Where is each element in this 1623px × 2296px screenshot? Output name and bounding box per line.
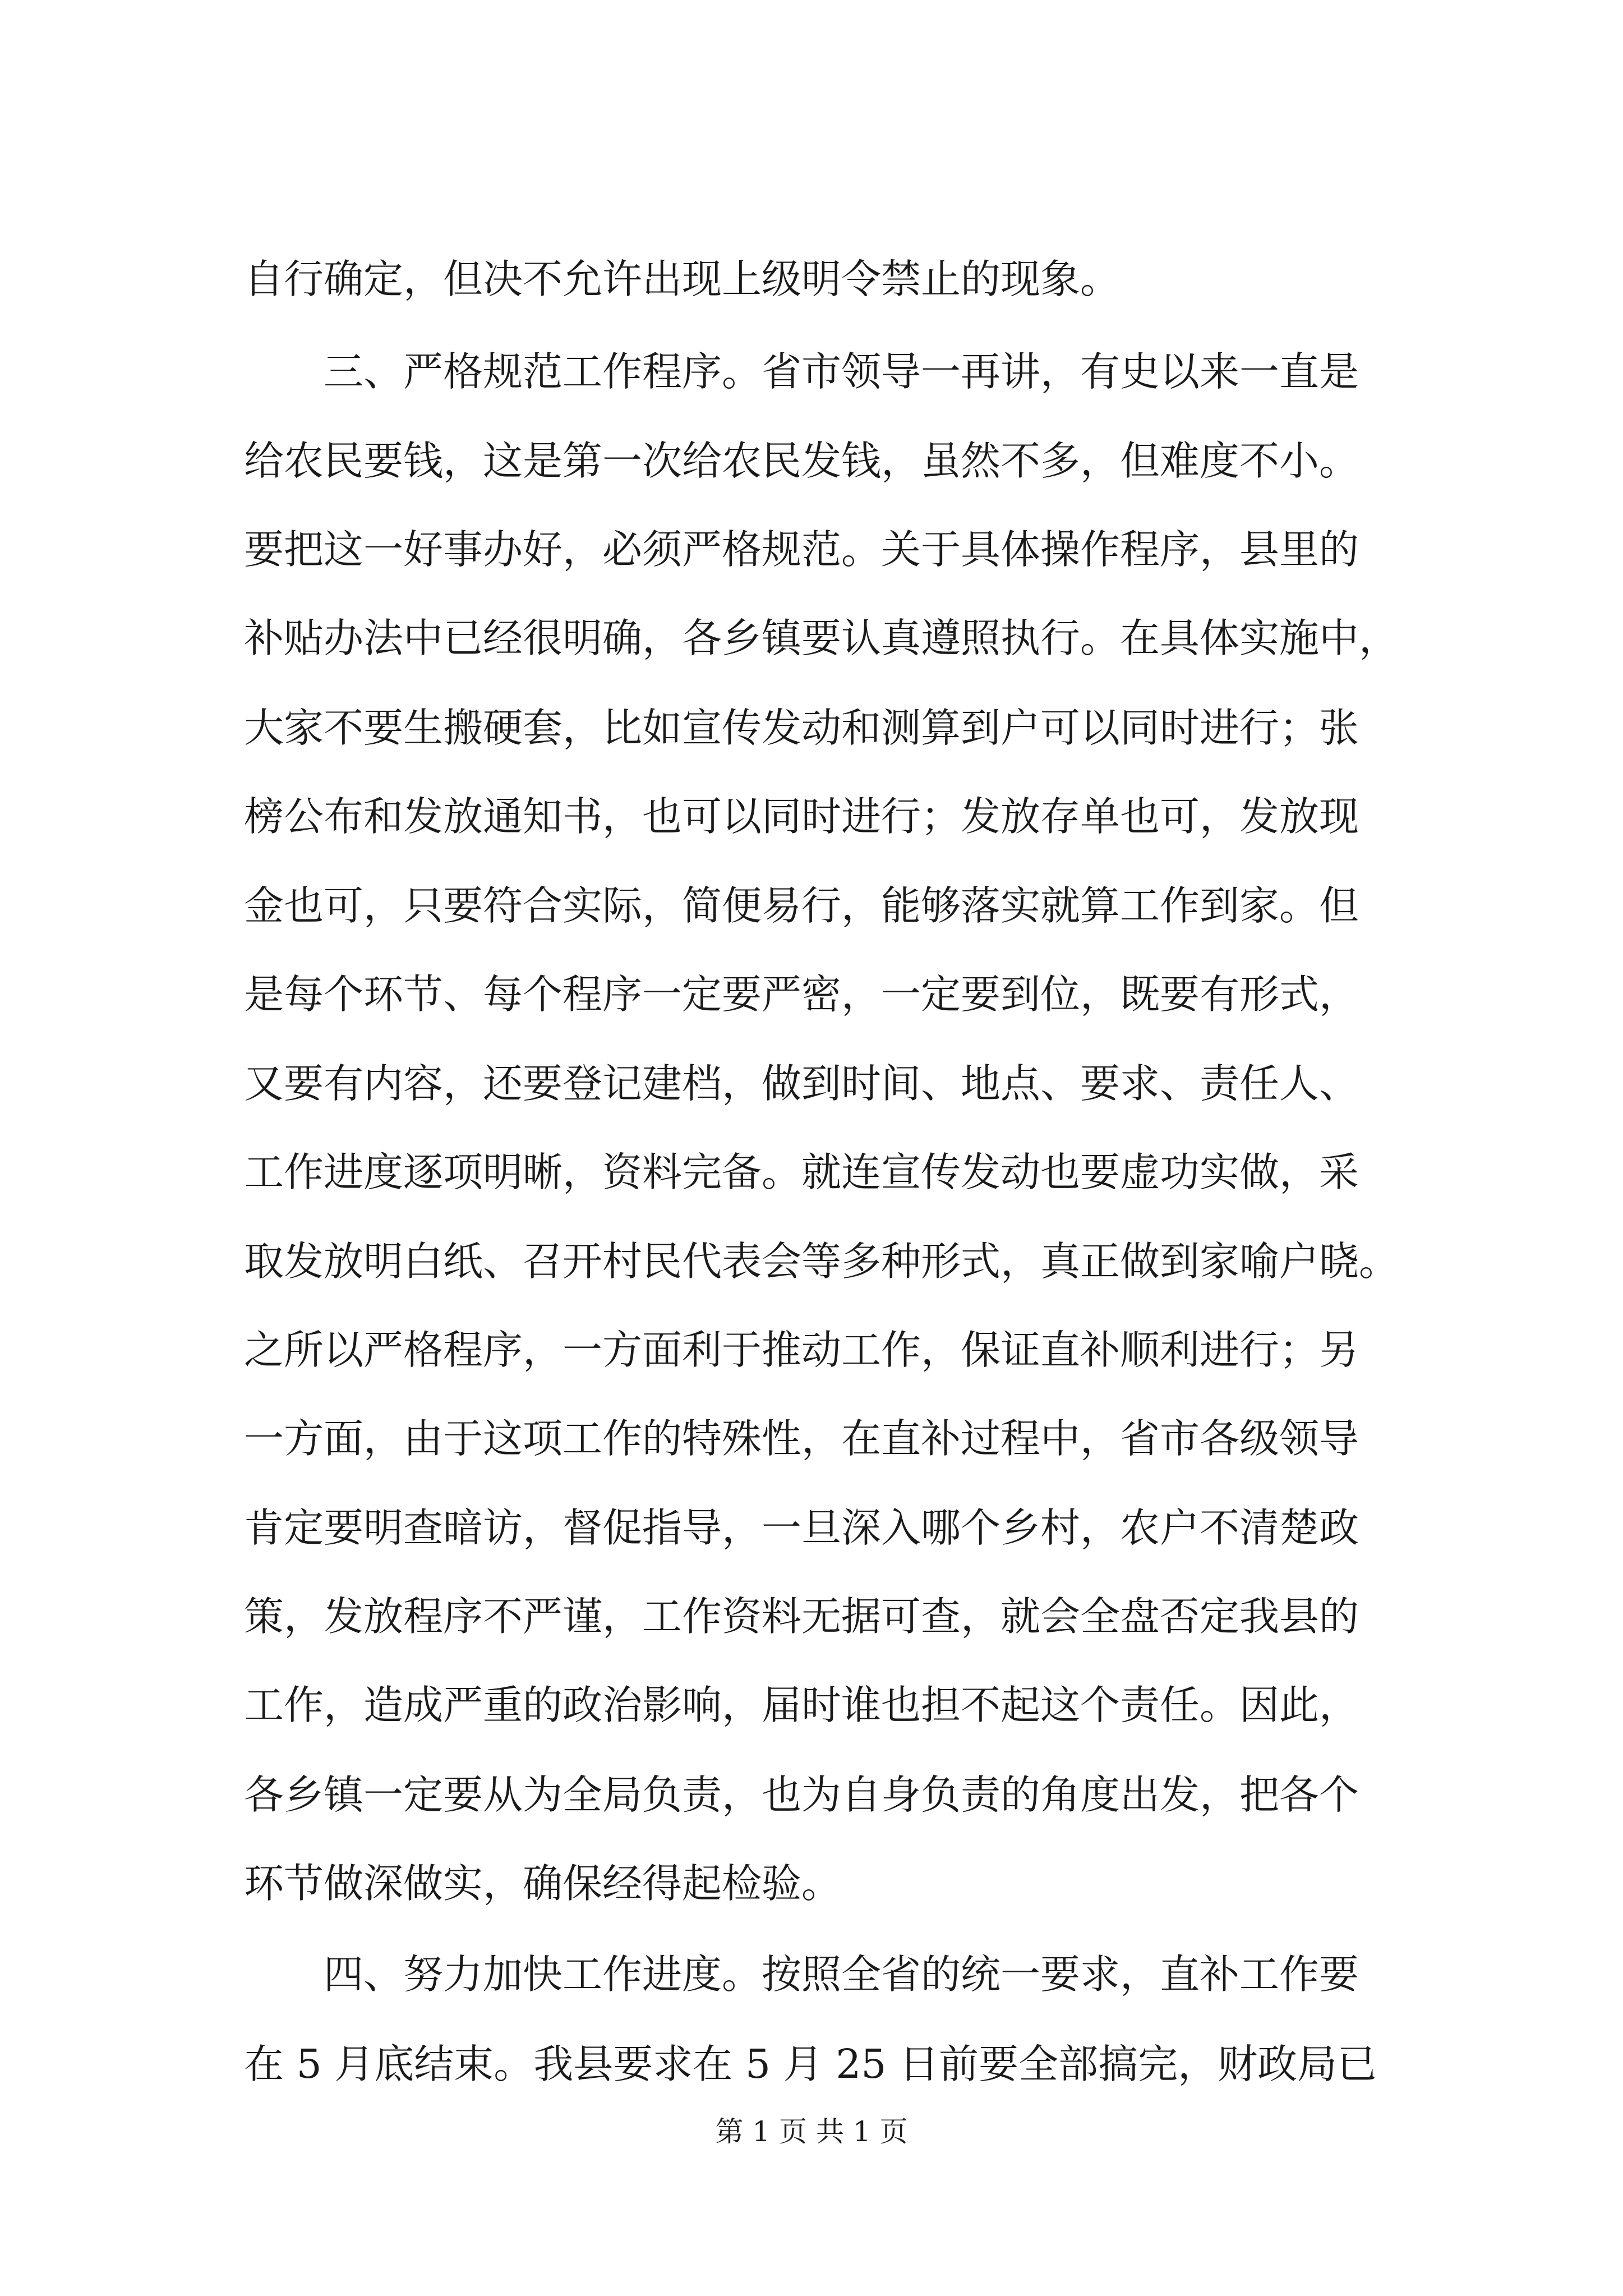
text-line: 是每个环节、每个程序一定要严密，一定要到位，既要有形式， [244, 971, 1359, 1018]
text-line: 自行确定，但决不允许出现上级明令禁止的现象。 [244, 256, 1121, 302]
text-line: 四、努力加快工作进度。按照全省的统一要求，直补工作要 [244, 1951, 1359, 1998]
text-line: 环节做深做实，确保经得起检验。 [244, 1860, 842, 1907]
text-line: 在 5 月底结束。我县要求在 5 月 25 日前要全部搞完，财政局已 [244, 2041, 1377, 2087]
text-line: 肯定要明查暗访，督促指导，一旦深入哪个乡村，农户不清楚政 [244, 1504, 1359, 1551]
text-line: 给农民要钱，这是第一次给农民发钱，虽然不多，但难度不小。 [244, 438, 1359, 484]
text-line: 金也可，只要符合实际，简便易行，能够落实就算工作到家。但 [244, 882, 1359, 929]
text-line: 补贴办法中已经很明确，各乡镇要认真遵照执行。在具体实施中， [244, 615, 1399, 661]
text-line: 要把这一好事办好，必须严格规范。关于具体操作程序，县里的 [244, 526, 1359, 573]
text-line: 一方面，由于这项工作的特殊性，在直补过程中，省市各级领导 [244, 1415, 1359, 1462]
text-line: 榜公布和发放通知书，也可以同时进行；发放存单也可，发放现 [244, 793, 1359, 840]
text-line: 大家不要生搬硬套，比如宣传发动和测算到户可以同时进行；张 [244, 705, 1359, 751]
text-line: 工作，造成严重的政治影响，届时谁也担不起这个责任。因此， [244, 1682, 1359, 1728]
text-line: 策，发放程序不严谨，工作资料无据可查，就会全盘否定我县的 [244, 1593, 1359, 1640]
text-line: 三、严格规范工作程序。省市领导一再讲，有史以来一直是 [244, 348, 1359, 395]
text-line: 各乡镇一定要从为全局负责，也为自身负责的角度出发，把各个 [244, 1772, 1359, 1818]
page-footer: 第 1 页 共 1 页 [715, 2115, 908, 2148]
text-line: 之所以严格程序，一方面利于推动工作，保证直补顺利进行；另 [244, 1327, 1359, 1373]
text-line: 又要有内容，还要登记建档，做到时间、地点、要求、责任人、 [244, 1060, 1359, 1107]
text-line: 工作进度逐项明晰，资料完备。就连宣传发动也要虚功实做，采 [244, 1149, 1359, 1195]
text-line: 取发放明白纸、召开村民代表会等多种形式，真正做到家喻户晓。 [244, 1238, 1399, 1285]
